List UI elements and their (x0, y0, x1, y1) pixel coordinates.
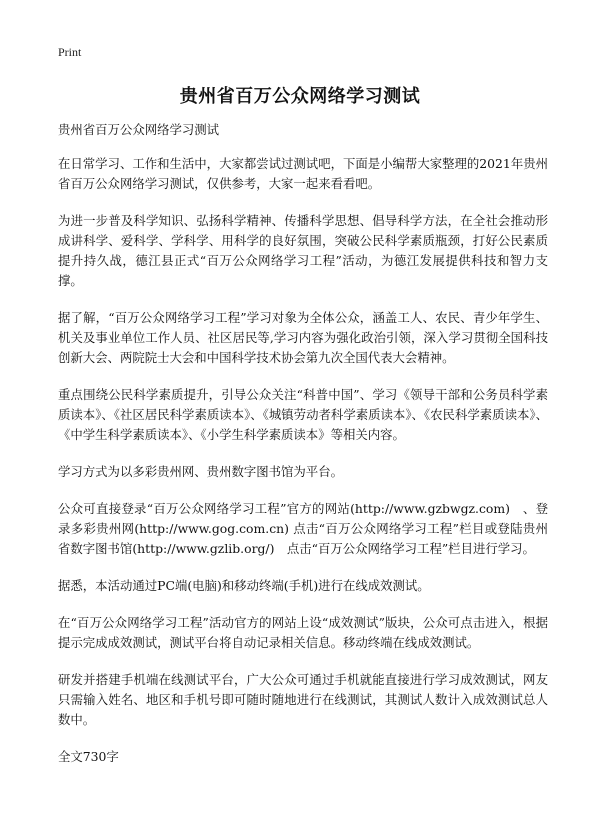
paragraph-intro: 在日常学习、工作和生活中，大家都尝试过测试吧，下面是小编帮大家整理的2021年贵州省百万公众网络学习测试，仅供参考，大家一起来看看吧。 (58, 156, 548, 191)
word-count: 全文730字 (58, 749, 119, 764)
paragraph-mobile: 研发并搭建手机端在线测试平台，广大公众可通过手机就能直接进行学习成效测试，网友只需输入姓名、地区和手机号即可随时随地进行在线测试，其测试人数计入成效测试总人数中。 (58, 672, 548, 727)
article-body (58, 120, 548, 784)
paragraph-focus: 重点围绕公民科学素质提升，引导公众关注“科普中国”、学习《领导干部和公务员科学素质读本》、《社区居民科学素质读本》、《城镇劳动者科学素质读本》、《农民科学素质读本》、《中学生科学素质读本》、《小学生科学素质读本》等相关内容。 (58, 387, 548, 442)
paragraph-website: 在“百万公众网络学习工程”活动官方的网站上设“成效测试”版块，公众可点击进入，根据提示完成成效测试，测试平台将自动记录相关信息。移动终端在线成效测试。 (58, 615, 548, 650)
print-link[interactable]: Print (58, 45, 82, 59)
paragraph-testing: 据悉，本活动通过PC端(电脑)和移动终端(手机)进行在线成效测试。 (58, 578, 430, 593)
paragraph-access: 公众可直接登录“百万公众网络学习工程”官方的网站(http://www.gzbwgz.com) 、登录多彩贵州网(http://www.gog.com.cn) 点击“百万公众网络学习工程”栏目或登陆贵州省数字图书馆(http://www.gzlib.org/) 点击“百万公众网络学习工程”栏目进行学习。 (58, 501, 548, 556)
paragraph-audience: 据了解，“百万公众网络学习工程”学习对象为全体公众，涵盖工人、农民、青少年学生、机关及事业单位工作人员、社区居民等,学习内容为强化政治引领，深入学习贯彻全国科技创新大会、两院院士大会和中国科学技术协会第九次全国代表大会精神。 (58, 310, 548, 365)
page-title: 贵州省百万公众网络学习测试 (179, 86, 421, 107)
article-subtitle: 贵州省百万公众网络学习测试 (58, 122, 220, 137)
paragraph-purpose: 为进一步普及科学知识、弘扬科学精神、传播科学思想、倡导科学方法，在全社会推动形成讲科学、爱科学、学科学、用科学的良好氛围，突破公民科学素质瓶颈，打好公民素质提升持久战，德江县正式“百万公众网络学习工程”活动，为德江发展提供科技和智力支撑。 (58, 213, 548, 288)
paragraph-platform: 学习方式为以多彩贵州网、贵州数字图书馆为平台。 (58, 464, 343, 479)
